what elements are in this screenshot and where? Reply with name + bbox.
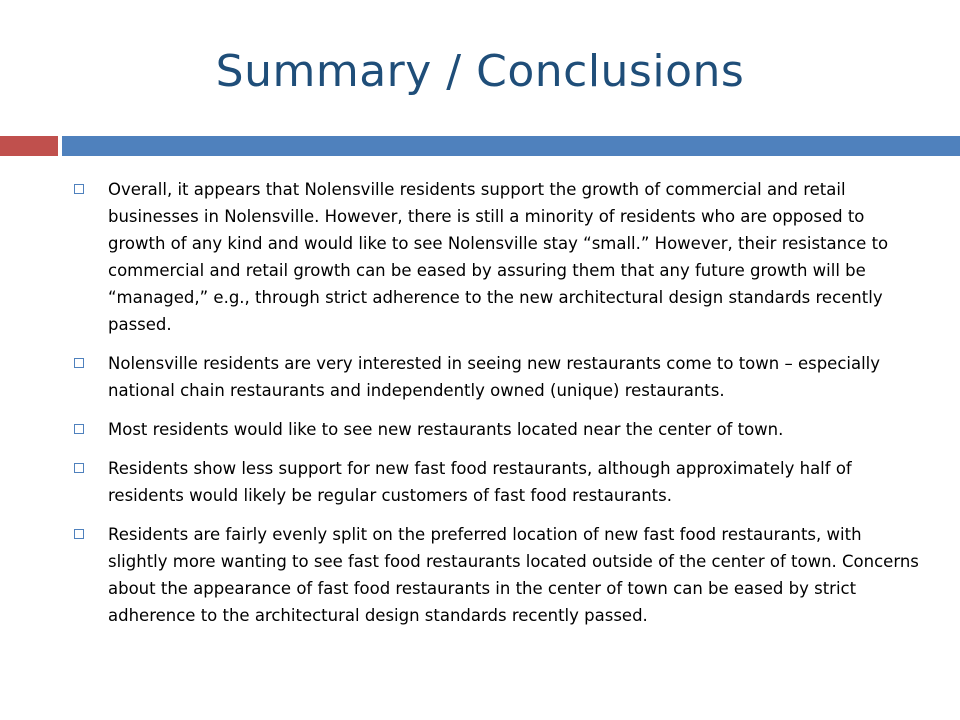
bullet-item (74, 455, 920, 509)
square-bullet-icon (74, 529, 84, 539)
bullet-text: Nolensville residents are very interested in seeing new restaurants come to town – especially national chain restaurants and independently owned (unique) restaurants. (108, 354, 881, 400)
square-bullet-icon (74, 424, 84, 434)
square-bullet-icon (74, 184, 84, 194)
bullet-list (74, 176, 920, 641)
bullet-item (74, 416, 920, 443)
title-rule-blue-segment (62, 136, 960, 156)
bullet-item (74, 176, 920, 338)
square-bullet-icon (74, 358, 84, 368)
square-bullet-icon (74, 463, 84, 473)
bullet-text: Most residents would like to see new restaurants located near the center of town. (108, 420, 784, 439)
bullet-text: Residents show less support for new fast food restaurants, although approximately half of residents would likely be regular customers of fast food restaurants. (108, 459, 852, 505)
bullet-text: Residents are fairly evenly split on the preferred location of new fast food restaurants, with slightly more wanting to see fast food restaurants located outside of the center of town. Concerns about the appearance of fast food restaurants in the center of town can be eased by strict adherence to the architectural design standards recently passed. (108, 525, 919, 625)
title-rule-red-segment (0, 136, 58, 156)
bullet-text: Overall, it appears that Nolensville residents support the growth of commercial and retail businesses in Nolensville. However, there is still a minority of residents who are opposed to growth of any kind and would like to see Nolensville stay “small.” However, their resistance to commercial and retail growth can be eased by assuring them that any future growth will be “managed,” e.g., through strict adherence to the new architectural design standards recently passed. (108, 180, 889, 334)
slide-title: Summary / Conclusions (215, 46, 745, 97)
bullet-item (74, 350, 920, 404)
bullet-item (74, 521, 920, 629)
